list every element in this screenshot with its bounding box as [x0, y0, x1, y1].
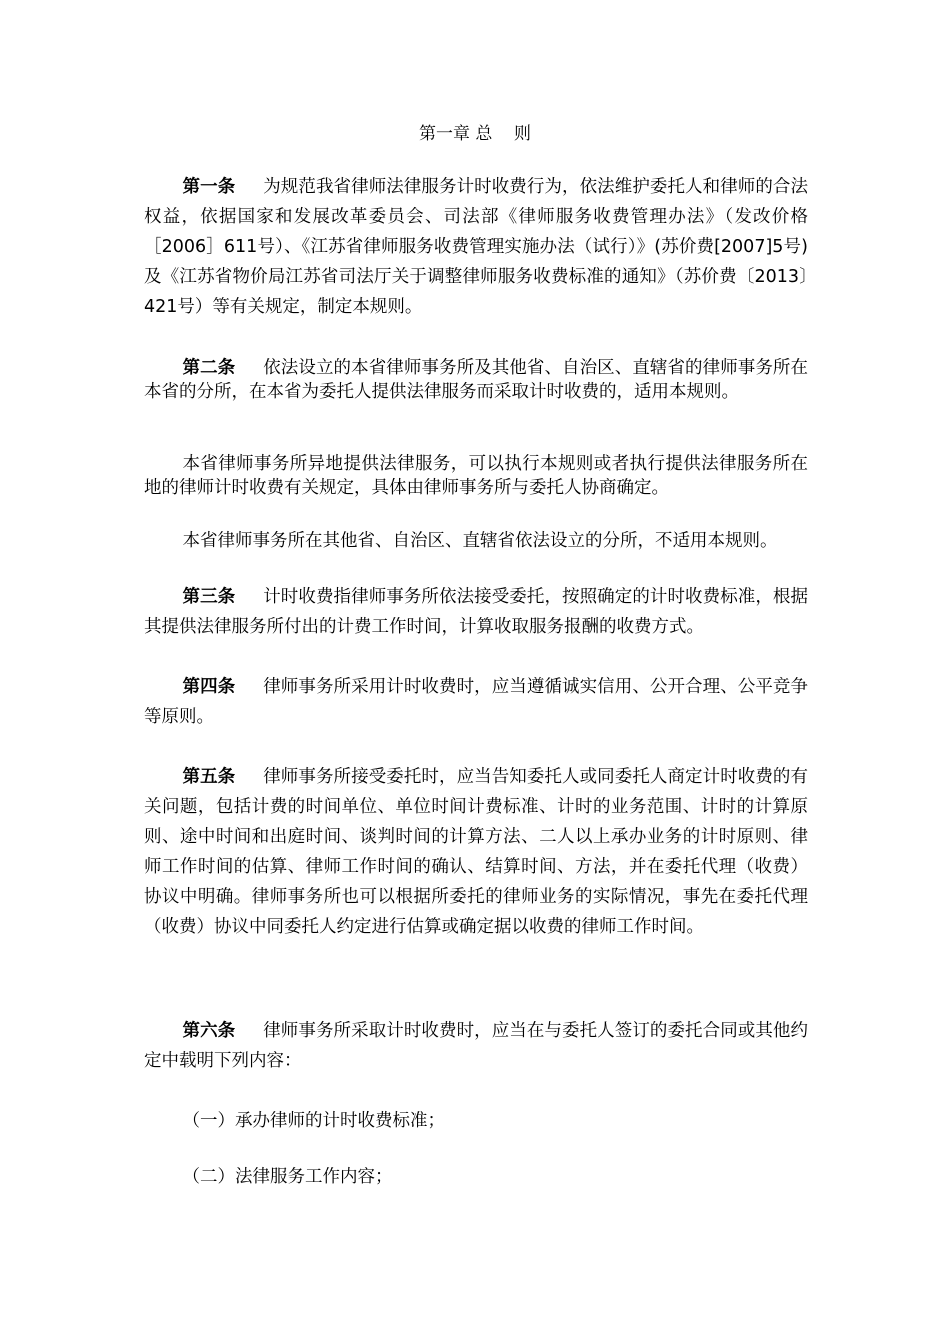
list-item-text: （二）法律服务工作内容； [182, 1167, 393, 1187]
article-5 [144, 762, 808, 942]
article-6-item-1 [144, 1106, 808, 1136]
article-1 [144, 172, 808, 322]
article-number: 第三条 [182, 587, 236, 607]
article-number: 第六条 [182, 1021, 236, 1041]
article-number: 第四条 [182, 677, 236, 697]
article-text: 律师事务所采取计时收费时，应当在与委托人签订的委托合同或其他约定中载明下列内容： [144, 1021, 809, 1071]
article-text: 依法设立的本省律师事务所及其他省、自治区、直辖省的律师事务所在本省的分所，在本省为委托人提供法律服务而采取计时收费的，适用本规则。 [144, 358, 809, 402]
article-text: 计时收费指律师事务所依法接受委托，按照确定的计时收费标准，根据其提供法律服务所付出的计费工作时间，计算收取服务报酬的收费方式。 [144, 587, 809, 637]
article-text: 本省律师事务所在其他省、自治区、直辖省依法设立的分所，不适用本规则。 [182, 531, 778, 551]
article-text: 律师事务所接受委托时，应当告知委托人或同委托人商定计时收费的有关问题，包括计费的时间单位、单位时间计费标准、计时的业务范围、计时的计算原则、途中时间和出庭时间、谈判时间的计算方法、二人以上承办业务的计时原则、律师工作时间的估算、律师工作时间的确认、结算时间、方法，并在委托代理（收费）协议中明确。律师事务所也可以根据所委托的律师业务的实际情况，事先在委托代理（收费）协议中同委托人约定进行估算或确定据以收费的律师工作时间。 [144, 767, 809, 937]
article-4 [144, 672, 808, 732]
article-2-paragraph-2 [144, 452, 808, 500]
article-number: 第一条 [182, 177, 236, 197]
chapter-title: 第一章 总 则 [418, 124, 532, 144]
article-6-item-2 [144, 1162, 808, 1192]
article-text: 为规范我省律师法律服务计时收费行为，依法维护委托人和律师的合法权益，依据国家和发展改革委员会、司法部《律师服务收费管理办法》（发改价格［2006］611号）、《江苏省律师服务收费管理实施办法（试行）》(苏价费[2007]5号)及《江苏省物价局江苏省司法厅关于调整律师服务收费标准的通知》（苏价费〔2013〕421号）等有关规定，制定本规则。 [144, 177, 809, 317]
article-text: 本省律师事务所异地提供法律服务，可以执行本规则或者执行提供法律服务所在地的律师计时收费有关规定，具体由律师事务所与委托人协商确定。 [144, 454, 808, 498]
list-item-text: （一）承办律师的计时收费标准； [182, 1111, 445, 1131]
article-3 [144, 582, 808, 642]
article-text: 律师事务所采用计时收费时，应当遵循诚实信用、公开合理、公平竞争等原则。 [144, 677, 809, 727]
article-2 [144, 356, 808, 404]
article-2-paragraph-3 [144, 526, 808, 556]
article-number: 第二条 [182, 358, 236, 378]
article-number: 第五条 [182, 767, 236, 787]
article-6 [144, 1016, 808, 1076]
